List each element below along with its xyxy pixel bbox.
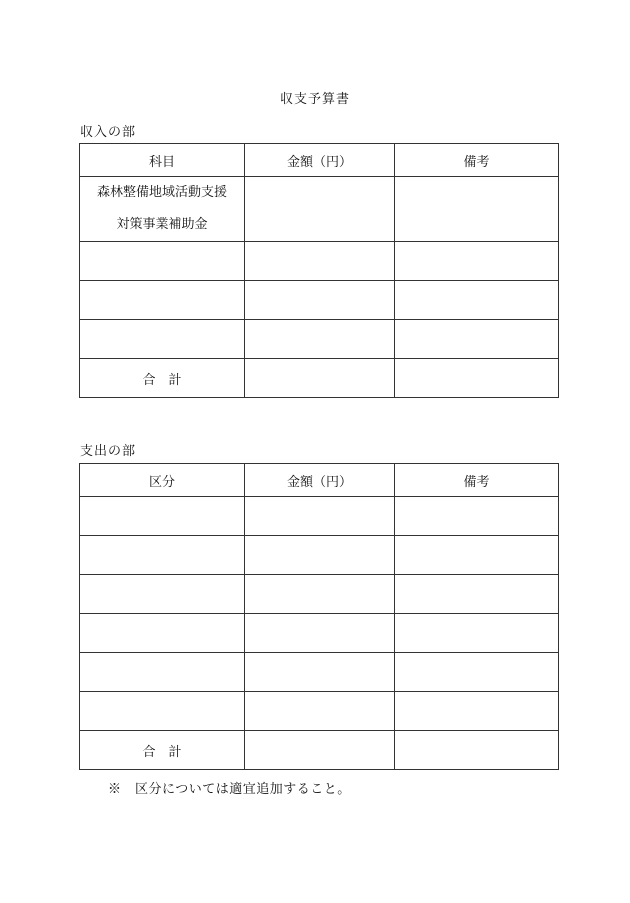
- income-table: [79, 143, 559, 398]
- income-total-amount: [245, 359, 395, 398]
- expense-table: [79, 463, 559, 770]
- income-subsidy-item-line1: 森林整備地域活動支援: [96, 185, 227, 200]
- income-subsidy-row: [80, 177, 559, 242]
- table-row: [80, 320, 559, 359]
- expense-section-label: 支出の部: [80, 444, 137, 459]
- expense-header-category: 区分: [80, 464, 245, 497]
- table-row: [80, 692, 559, 731]
- table-row: [80, 497, 559, 536]
- income-section-label: 収入の部: [80, 125, 137, 140]
- income-subsidy-item: [80, 177, 245, 242]
- expense-total-label: 合 計: [80, 731, 245, 770]
- table-row: [80, 242, 559, 281]
- expense-header-amount: 金額（円）: [245, 464, 395, 497]
- income-subsidy-amount: [245, 177, 395, 242]
- table-row: [80, 575, 559, 614]
- income-total-remarks: [395, 359, 559, 398]
- table-row: [80, 653, 559, 692]
- footnote: ※ 区分については適宜追加すること。: [108, 782, 351, 797]
- income-header-item: 科目: [80, 144, 245, 177]
- expense-header-row: [80, 464, 559, 497]
- income-subsidy-remarks: [395, 177, 559, 242]
- table-row: [80, 614, 559, 653]
- income-total-row: [80, 359, 559, 398]
- income-subsidy-item-line2: 対策事業補助金: [116, 217, 208, 232]
- table-row: [80, 281, 559, 320]
- expense-total-remarks: [395, 731, 559, 770]
- table-row: [80, 536, 559, 575]
- income-total-label: 合 計: [80, 359, 245, 398]
- expense-header-remarks: 備考: [395, 464, 559, 497]
- income-header-remarks: 備考: [395, 144, 559, 177]
- document-title: 収支予算書: [279, 92, 350, 107]
- income-header-amount: 金額（円）: [245, 144, 395, 177]
- expense-total-row: [80, 731, 559, 770]
- expense-total-amount: [245, 731, 395, 770]
- income-header-row: [80, 144, 559, 177]
